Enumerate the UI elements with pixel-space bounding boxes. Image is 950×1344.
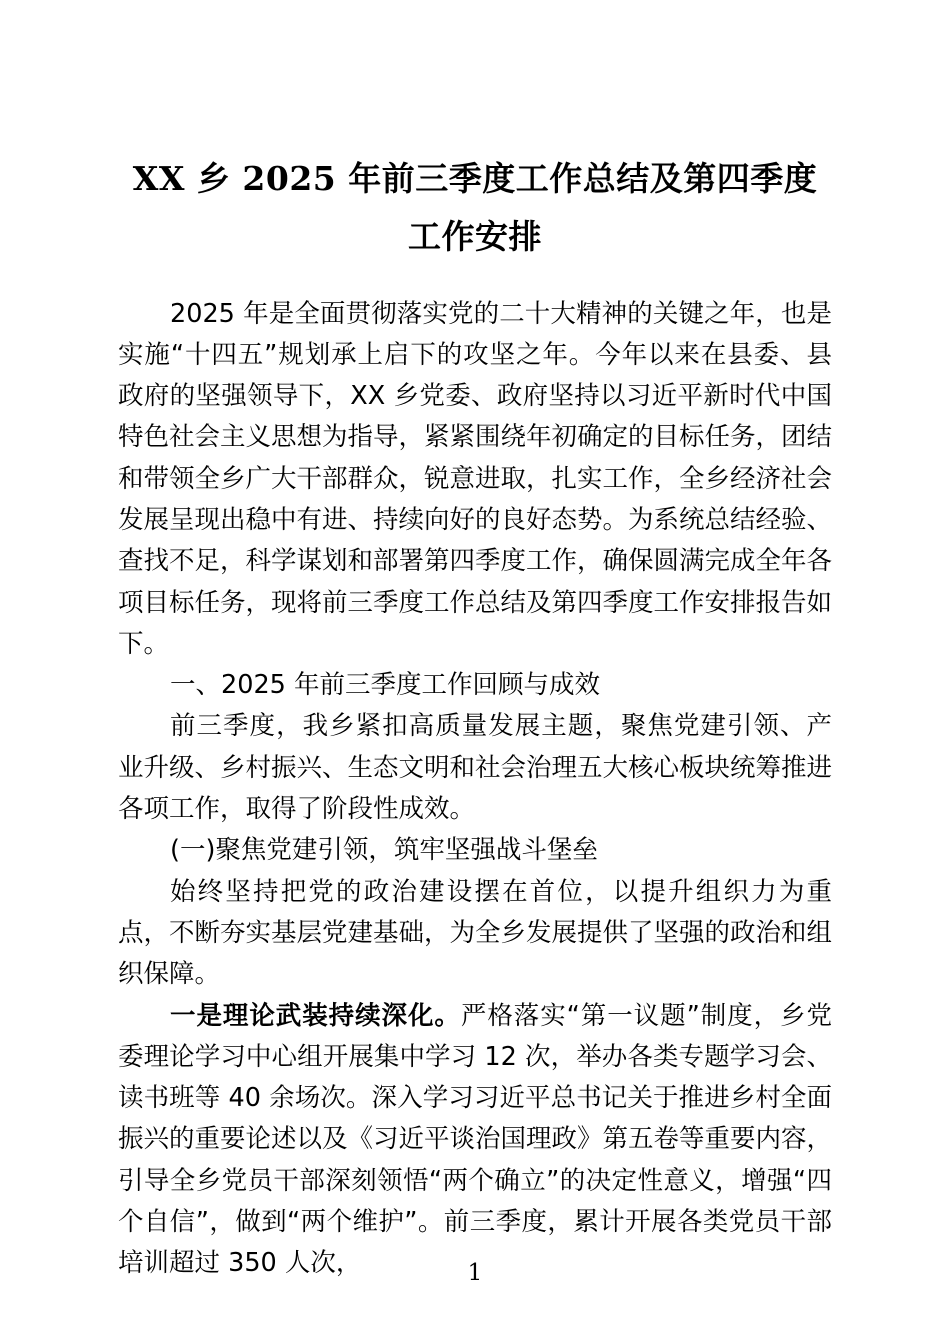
highlight-lead: 一是理论武装持续深化。: [170, 1000, 461, 1031]
subsection-heading-1: (一)聚焦党建引领，筑牢坚强战斗堡垒: [170, 835, 598, 866]
highlight-paragraph: [118, 996, 832, 1285]
highlight-rest: 严格落实“第一议题”制度，乡党委理论学习中心组开展集中学习 12 次，举办各类专题学习会、读书班等 40 余场次。深入学习习近平总书记关于推进乡村全面振兴的重要论述以及《习近平谈治国理政》第五卷等重要内容，引导全乡党员干部深刻领悟“两个确立”的决定性意义，增强“四个自信”，做到“两个维护”。前三季度，累计开展各类党员干部培训超过 350 人次，: [118, 1000, 833, 1279]
paragraph-intro: 2025 年是全面贯彻落实党的二十大精神的关键之年，也是实施“十四五”规划承上启下的攻坚之年。今年以来在县委、县政府的坚强领导下，XX 乡党委、政府坚持以习近平新时代中国特色社会主义思想为指导，紧紧围绕年初确定的目标任务，团结和带领全乡广大干部群众，锐意进取，扎实工作，全乡经济社会发展呈现出稳中有进、持续向好的良好态势。为系统总结经验、查找不足，科学谋划和部署第四季度工作，确保圆满完成全年各项目标任务，现将前三季度工作总结及第四季度工作安排报告如下。: [118, 298, 833, 659]
page-number: 1: [467, 1260, 483, 1286]
page-title: XX 乡 2025 年前三季度工作总结及第四季度工作安排: [132, 159, 818, 256]
subsection-body-1: 始终坚持把党的政治建设摆在首位，以提升组织力为重点，不断夯实基层党建基础，为全乡发展提供了坚强的政治和组织保障。: [118, 876, 833, 990]
section-heading-1: 一、2025 年前三季度工作回顾与成效: [170, 670, 601, 701]
section-overview-1: 前三季度，我乡紧扣高质量发展主题，聚焦党建引领、产业升级、乡村振兴、生态文明和社会治理五大核心板块统筹推进各项工作，取得了阶段性成效。: [118, 711, 833, 825]
